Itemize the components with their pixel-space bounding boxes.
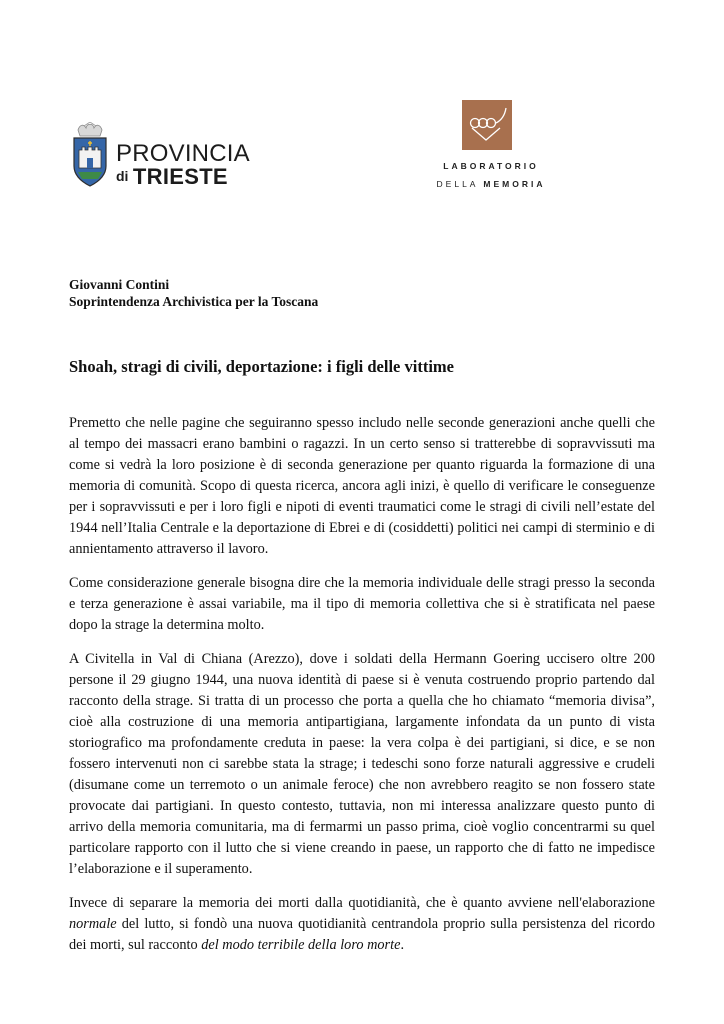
paragraph-3: A Civitella in Val di Chiana (Arezzo), dove i soldati della Hermann Goering uccisero oltre 200 persone il 29 giugno 1944, una nuova identità di paese si è venuta costruendo proprio partendo dal racconto della strage. Si tratta di un processo che porta a quella che ho chiamato “memoria divisa”, cioè alla costruzione di una memoria antipartigiana, largamente infondata da un punto di vista storiografico ma profondamente creduta in paese: la vera colpa è dei partigiani, si dice, e se non fossero intervenuti non ci sarebbe stata la strage; i tedeschi sono forze naturali aggressive e crudeli (disumane come un terremoto o un animale feroce) che non avrebbero reagito se non fossero state provocate dai partigiani. In questo contesto, tuttavia, non mi interessa analizzare questo punto di arrivo della memoria comunitaria, ma di fermarmi un passo prima, cioè voglio concentrarmi su quel particolare rapporto con il lutto che si viene creando in paese, un rapporto che di fatto ne impedisce l’elaborazione e il superamento. — [69, 651, 655, 877]
provincia-label: PROVINCIA — [116, 140, 250, 167]
della-memoria-label — [420, 179, 562, 189]
provincia-di-trieste-logo — [70, 122, 250, 190]
paragraph-4-text-b: del lutto, si fondò una nuova quotidianità centrandola proprio sulla persistenza del ricordo dei morti, sul racconto — [69, 916, 655, 953]
paragraph-4-text-a: Invece di separare la memoria dei morti dalla quotidianità, che è quanto avviene nell'elaborazione — [69, 895, 655, 911]
paragraph-1: Premetto che nelle pagine che seguiranno spesso includo nelle seconde generazioni anche quelli che al tempo dei massacri erano bambini o ragazzi. In un certo senso si tratterebbe di sopravvissuti ma come si vedrà la loro posizione è di seconda generazione per quanto riguarda la formazione di una memoria di comunità. Scopo di questa ricerca, ancora agli inizi, è quello di verificare le conseguenze per i sopravvissuti e per i loro figli e nipoti di eventi traumatici come le stragi di civili nell’estate del 1944 nell’Italia Centrale e la deportazione di Ebrei e di (cosiddetti) politici nei campi di sterminio e di annientamento attraverso il lavoro. — [69, 415, 655, 557]
paragraph-4-emphasis-morte: del modo terribile della loro morte — [201, 937, 401, 953]
document-title: Shoah, stragi di civili, deportazione: i figli delle vittime — [69, 357, 454, 376]
laboratorio-label: LABORATORIO — [443, 161, 539, 171]
paragraph-2: Come considerazione generale bisogna dire che la memoria individuale delle stragi presso la seconda e terza generazione è assai variabile, ma il tipo di memoria collettiva che si è stratificata nel paese dopo la strage la determina molto. — [69, 575, 655, 633]
trieste-crest-icon — [70, 122, 110, 188]
paragraph-4-emphasis-normale: normale — [69, 916, 117, 932]
memoria-label: MEMORIA — [483, 179, 546, 189]
laboratorio-emblem-icon — [462, 100, 512, 150]
author-block — [69, 276, 318, 310]
author-name: Giovanni Contini — [69, 277, 170, 292]
di-label: di — [116, 168, 129, 184]
paragraph-4 — [69, 893, 655, 956]
author-affiliation: Soprintendenza Archivistica per la Toscana — [69, 294, 319, 309]
trieste-label: TRIESTE — [132, 164, 228, 189]
della-label: DELLA — [436, 179, 478, 189]
laboratorio-della-memoria-logo — [420, 100, 570, 196]
trieste-line — [116, 166, 228, 188]
document-body — [69, 413, 655, 969]
paragraph-4-text-c: . — [400, 937, 405, 953]
